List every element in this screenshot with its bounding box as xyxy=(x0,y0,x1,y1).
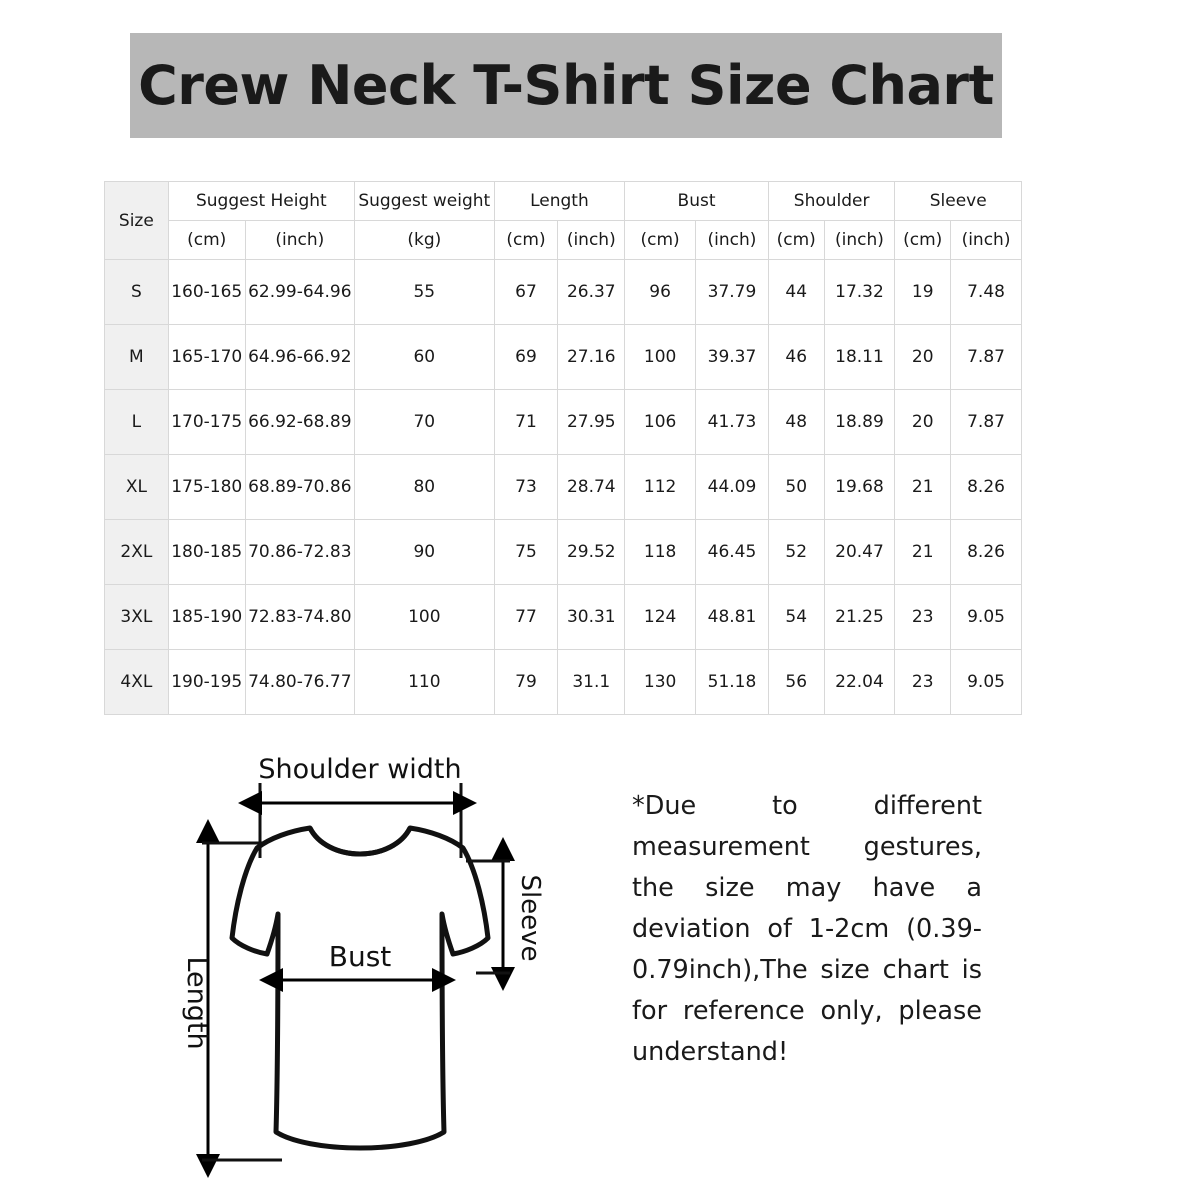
sleeve-label: Sleeve xyxy=(515,874,545,962)
cell-length-cm: 73 xyxy=(494,455,558,520)
cell-length-inch: 30.31 xyxy=(558,585,625,650)
cell-bust-cm: 106 xyxy=(625,390,696,455)
table-row xyxy=(105,390,1022,455)
title-banner xyxy=(130,33,1002,138)
cell-length-cm: 77 xyxy=(494,585,558,650)
cell-bust-cm: 124 xyxy=(625,585,696,650)
cell-shoulder-inch: 20.47 xyxy=(824,520,895,585)
cell-length-cm: 71 xyxy=(494,390,558,455)
cell-shoulder-cm: 48 xyxy=(768,390,824,455)
cell-weight-kg: 90 xyxy=(354,520,494,585)
cell-shoulder-cm: 44 xyxy=(768,260,824,325)
tshirt-measurement-diagram xyxy=(150,728,590,1178)
cell-bust-cm: 100 xyxy=(625,325,696,390)
cell-sleeve-inch: 7.87 xyxy=(951,390,1022,455)
cell-sleeve-cm: 23 xyxy=(895,650,951,715)
cell-size: 2XL xyxy=(105,520,169,585)
cell-bust-inch: 41.73 xyxy=(696,390,769,455)
cell-sleeve-inch: 8.26 xyxy=(951,455,1022,520)
cell-shoulder-inch: 17.32 xyxy=(824,260,895,325)
cell-size: S xyxy=(105,260,169,325)
cell-height-cm: 165-170 xyxy=(168,325,245,390)
cell-length-inch: 27.95 xyxy=(558,390,625,455)
cell-height-inch: 66.92-68.89 xyxy=(245,390,354,455)
cell-bust-inch: 39.37 xyxy=(696,325,769,390)
cell-sleeve-cm: 21 xyxy=(895,455,951,520)
cell-length-inch: 29.52 xyxy=(558,520,625,585)
header-shoulder: Shoulder xyxy=(768,182,895,221)
cell-height-inch: 72.83-74.80 xyxy=(245,585,354,650)
cell-bust-inch: 37.79 xyxy=(696,260,769,325)
table-row xyxy=(105,520,1022,585)
cell-weight-kg: 100 xyxy=(354,585,494,650)
size-chart-table xyxy=(104,181,1022,715)
cell-shoulder-cm: 46 xyxy=(768,325,824,390)
cell-height-cm: 185-190 xyxy=(168,585,245,650)
cell-shoulder-inch: 19.68 xyxy=(824,455,895,520)
unit-height-inch: (inch) xyxy=(245,221,354,260)
header-length: Length xyxy=(494,182,625,221)
cell-sleeve-cm: 23 xyxy=(895,585,951,650)
cell-weight-kg: 55 xyxy=(354,260,494,325)
cell-shoulder-cm: 50 xyxy=(768,455,824,520)
cell-size: 3XL xyxy=(105,585,169,650)
size-chart-table-container xyxy=(104,181,1022,715)
table-header-group-row xyxy=(105,182,1022,221)
cell-bust-inch: 51.18 xyxy=(696,650,769,715)
table-row xyxy=(105,455,1022,520)
unit-length-cm: (cm) xyxy=(494,221,558,260)
cell-sleeve-inch: 7.87 xyxy=(951,325,1022,390)
cell-sleeve-cm: 19 xyxy=(895,260,951,325)
unit-sleeve-cm: (cm) xyxy=(895,221,951,260)
cell-length-inch: 31.1 xyxy=(558,650,625,715)
table-row xyxy=(105,325,1022,390)
cell-sleeve-cm: 20 xyxy=(895,325,951,390)
measurement-disclaimer: *Due to different measurement gestures, the size may have a deviation of 1-2cm (0.39-0.79inch),The size chart is for reference only, please understand! xyxy=(632,791,982,1067)
unit-bust-inch: (inch) xyxy=(696,221,769,260)
cell-shoulder-cm: 56 xyxy=(768,650,824,715)
cell-height-inch: 70.86-72.83 xyxy=(245,520,354,585)
cell-weight-kg: 110 xyxy=(354,650,494,715)
cell-shoulder-inch: 21.25 xyxy=(824,585,895,650)
cell-bust-cm: 96 xyxy=(625,260,696,325)
cell-weight-kg: 80 xyxy=(354,455,494,520)
cell-size: M xyxy=(105,325,169,390)
cell-shoulder-inch: 22.04 xyxy=(824,650,895,715)
cell-sleeve-cm: 20 xyxy=(895,390,951,455)
cell-sleeve-inch: 9.05 xyxy=(951,585,1022,650)
header-size: Size xyxy=(105,182,169,260)
cell-height-cm: 175-180 xyxy=(168,455,245,520)
cell-length-inch: 28.74 xyxy=(558,455,625,520)
cell-shoulder-inch: 18.11 xyxy=(824,325,895,390)
cell-bust-cm: 118 xyxy=(625,520,696,585)
cell-height-cm: 180-185 xyxy=(168,520,245,585)
table-row xyxy=(105,650,1022,715)
table-row xyxy=(105,260,1022,325)
cell-length-inch: 26.37 xyxy=(558,260,625,325)
cell-size: XL xyxy=(105,455,169,520)
shoulder-width-label: Shoulder width xyxy=(258,754,462,785)
cell-length-cm: 69 xyxy=(494,325,558,390)
header-bust: Bust xyxy=(625,182,769,221)
cell-sleeve-cm: 21 xyxy=(895,520,951,585)
cell-bust-cm: 130 xyxy=(625,650,696,715)
cell-height-inch: 68.89-70.86 xyxy=(245,455,354,520)
cell-height-inch: 74.80-76.77 xyxy=(245,650,354,715)
cell-length-cm: 67 xyxy=(494,260,558,325)
cell-bust-inch: 44.09 xyxy=(696,455,769,520)
unit-length-inch: (inch) xyxy=(558,221,625,260)
cell-size: L xyxy=(105,390,169,455)
cell-length-cm: 79 xyxy=(494,650,558,715)
cell-length-cm: 75 xyxy=(494,520,558,585)
unit-sleeve-inch: (inch) xyxy=(951,221,1022,260)
length-label: Length xyxy=(181,956,212,1050)
cell-height-inch: 62.99-64.96 xyxy=(245,260,354,325)
unit-bust-cm: (cm) xyxy=(625,221,696,260)
cell-height-inch: 64.96-66.92 xyxy=(245,325,354,390)
unit-shoulder-inch: (inch) xyxy=(824,221,895,260)
unit-weight-kg: (kg) xyxy=(354,221,494,260)
unit-shoulder-cm: (cm) xyxy=(768,221,824,260)
cell-shoulder-cm: 54 xyxy=(768,585,824,650)
cell-sleeve-inch: 9.05 xyxy=(951,650,1022,715)
table-row xyxy=(105,585,1022,650)
header-suggest-height: Suggest Height xyxy=(168,182,354,221)
cell-height-cm: 170-175 xyxy=(168,390,245,455)
cell-sleeve-inch: 8.26 xyxy=(951,520,1022,585)
cell-height-cm: 190-195 xyxy=(168,650,245,715)
cell-height-cm: 160-165 xyxy=(168,260,245,325)
cell-sleeve-inch: 7.48 xyxy=(951,260,1022,325)
bust-label: Bust xyxy=(328,940,392,973)
header-sleeve: Sleeve xyxy=(895,182,1022,221)
header-suggest-weight: Suggest weight xyxy=(354,182,494,221)
page-title: Crew Neck T-Shirt Size Chart xyxy=(138,54,994,117)
table-header-unit-row xyxy=(105,221,1022,260)
cell-bust-inch: 46.45 xyxy=(696,520,769,585)
cell-weight-kg: 60 xyxy=(354,325,494,390)
cell-length-inch: 27.16 xyxy=(558,325,625,390)
cell-bust-inch: 48.81 xyxy=(696,585,769,650)
cell-shoulder-inch: 18.89 xyxy=(824,390,895,455)
cell-shoulder-cm: 52 xyxy=(768,520,824,585)
cell-size: 4XL xyxy=(105,650,169,715)
cell-bust-cm: 112 xyxy=(625,455,696,520)
unit-height-cm: (cm) xyxy=(168,221,245,260)
cell-weight-kg: 70 xyxy=(354,390,494,455)
